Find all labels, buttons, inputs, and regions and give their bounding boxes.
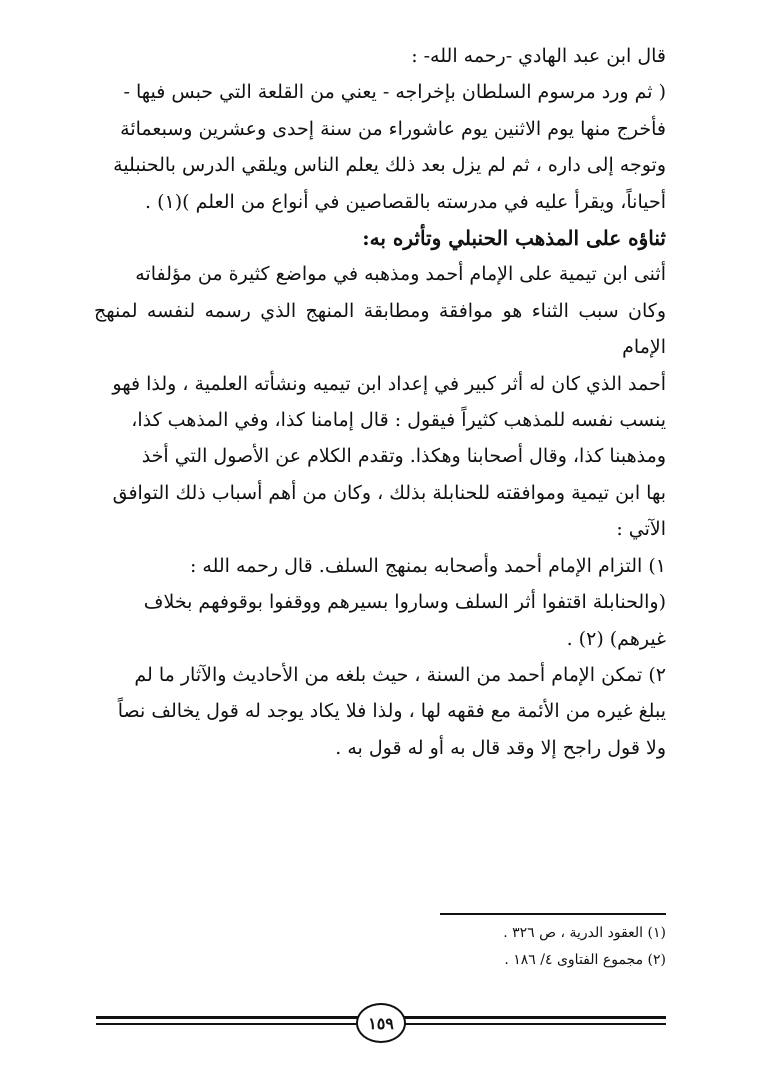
footnotes <box>94 920 666 974</box>
list-item: ٢) تمكن الإمام أحمد من السنة ، حيث بلغه من الأحاديث والآثار ما لم <box>134 663 666 686</box>
text-line: الآتي : <box>616 518 666 541</box>
text-line: وكان سبب الثناء هو موافقة ومطابقة المنهج الذي رسمه لنفسه لمنهج الإمام <box>94 299 666 359</box>
quote-line: غيرهم) (٢) . <box>566 627 666 650</box>
text-line: قال ابن عبد الهادي -رحمه الله- : <box>411 45 666 67</box>
text-line: بها ابن تيمية وموافقته للحنابلة بذلك ، وكان من أهم أسباب ذلك التوافق <box>112 481 666 504</box>
text-line: يبلغ غيره من الأئمة مع فقهه لها ، ولذا فلا يكاد يوجد له قول يخالف نصاً <box>117 700 666 723</box>
text-line: ينسب نفسه للمذهب كثيراً فيقول : قال إمامنا كذا، وفي المذهب كذا، <box>131 409 666 432</box>
text-line: ( ثم ورد مرسوم السلطان بإخراجه - يعني من القلعة التي حبس فيها - <box>123 81 666 104</box>
footnote-separator <box>440 913 666 915</box>
footnote: (٢) مجموع الفتاوى ٤/ ١٨٦ . <box>504 952 666 968</box>
text-line: أحياناً، ويقرأ عليه في مدرسته بالقصاصين في أنواع من العلم )(١) . <box>145 190 666 213</box>
text-line: وتوجه إلى داره ، ثم لم يزل بعد ذلك يعلم الناس ويلقي الدرس بالحنبلية <box>113 154 666 177</box>
page-number: ١٥٩ <box>356 1003 406 1043</box>
quote-line: (والحنابلة اقتفوا أثر السلف وساروا بسيرهم ووقفوا بوقوفهم بخلاف <box>143 591 666 614</box>
text-line: ولا قول راجح إلا وقد قال به أو له قول به . <box>335 736 666 759</box>
text-line: فأخرج منها يوم الاثنين يوم عاشوراء من سنة إحدى وعشرين وسبعمائة <box>120 117 666 140</box>
footnote: (١) العقود الدرية ، ص ٣٢٦ . <box>503 925 666 941</box>
text-line: أحمد الذي كان له أثر كبير في إعداد ابن تيميه ونشأته العلمية ، ولذا فهو <box>112 372 666 395</box>
text-line: ومذهبنا كذا، وقال أصحابنا وهكذا. وتقدم الكلام عن الأصول التي أخذ <box>141 445 666 468</box>
list-item: ١) التزام الإمام أحمد وأصحابه بمنهج السلف. قال رحمه الله : <box>189 554 666 577</box>
section-heading: ثناؤه على المذهب الحنبلي وتأثره به: <box>362 226 666 251</box>
main-text <box>94 38 666 766</box>
text-line: أثنى ابن تيمية على الإمام أحمد ومذهبه في مواضع كثيرة من مؤلفاته <box>135 263 666 286</box>
